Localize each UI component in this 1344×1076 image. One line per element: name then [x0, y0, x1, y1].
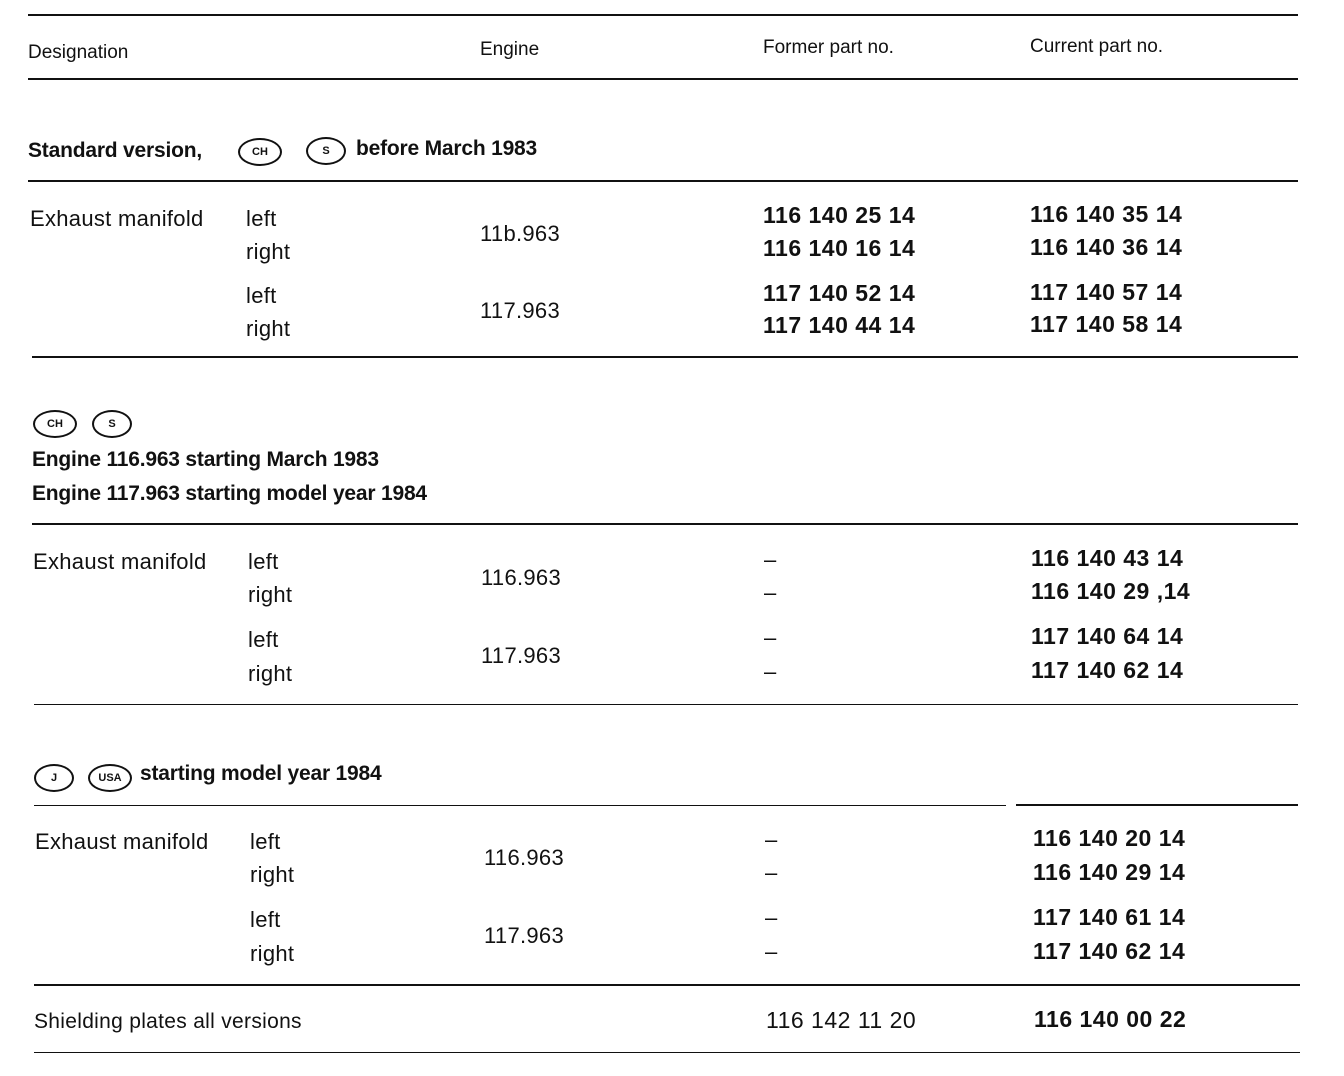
bottom-rule — [34, 1052, 1300, 1053]
section-1-end-rule — [32, 356, 1298, 358]
header-designation: Designation — [28, 42, 129, 63]
side-right: right — [246, 316, 291, 341]
current-part-number: 116 140 43 14 — [1031, 545, 1184, 571]
former-part-number: 117 140 44 14 — [763, 312, 916, 338]
header-engine: Engine — [480, 39, 540, 60]
section-2-line-2: Engine 117.963 starting model year 1984 — [32, 482, 427, 505]
section-1-title-prefix: Standard version, — [28, 139, 202, 162]
engine-number: 116.963 — [481, 565, 561, 590]
section-3-title-suffix: starting model year 1984 — [140, 762, 382, 785]
designation-exhaust-manifold: Exhaust manifold — [33, 549, 207, 574]
header-former-part-no: Former part no. — [763, 37, 894, 58]
side-right: right — [250, 862, 295, 887]
former-part-number: – — [764, 547, 777, 572]
current-part-number: 116 140 20 14 — [1033, 825, 1186, 851]
engine-number: 116.963 — [484, 845, 564, 870]
side-left: left — [250, 907, 281, 932]
section-1-rule — [28, 180, 1298, 182]
side-left: left — [246, 206, 277, 231]
former-part-number: – — [765, 939, 778, 964]
current-part-number: 117 140 64 14 — [1031, 623, 1184, 649]
current-part-number: 116 140 35 14 — [1030, 201, 1183, 227]
country-badge-s-icon: S — [92, 410, 132, 438]
side-left: left — [248, 627, 279, 652]
section-3-rule — [34, 805, 1006, 806]
designation-exhaust-manifold: Exhaust manifold — [35, 829, 209, 854]
section-1-title-suffix: before March 1983 — [356, 137, 538, 160]
side-left: left — [246, 283, 277, 308]
current-part-number: 117 140 58 14 — [1030, 311, 1183, 337]
former-part-number: – — [764, 659, 777, 684]
section-2-end-rule — [34, 704, 1298, 705]
current-part-number: 116 140 29 14 — [1033, 859, 1186, 885]
former-part-number: – — [765, 860, 778, 885]
country-badge-s-icon: S — [306, 137, 346, 165]
side-left: left — [250, 829, 281, 854]
engine-number: 117.963 — [480, 298, 560, 323]
current-part-number: 117 140 61 14 — [1033, 904, 1186, 930]
engine-number: 117.963 — [484, 923, 564, 948]
former-part-number: 117 140 52 14 — [763, 280, 916, 306]
country-badge-usa-icon: USA — [88, 764, 132, 792]
section-2-line-1: Engine 116.963 starting March 1983 — [32, 448, 379, 471]
section-3-end-rule — [34, 984, 1300, 986]
section-2-rule — [32, 523, 1298, 525]
engine-number: 11b.963 — [480, 221, 560, 246]
country-badge-ch-icon: CH — [33, 410, 77, 438]
country-badge-ch-icon: CH — [238, 138, 282, 166]
former-part-number: 116 140 25 14 — [763, 202, 916, 228]
shielding-former-part-number: 116 142 11 20 — [766, 1007, 917, 1033]
shielding-current-part-number: 116 140 00 22 — [1034, 1006, 1187, 1032]
current-part-number: 116 140 29 ,14 — [1031, 578, 1191, 604]
side-right: right — [246, 239, 291, 264]
section-3-rule — [1016, 804, 1298, 806]
current-part-number: 117 140 62 14 — [1033, 938, 1186, 964]
current-part-number: 116 140 36 14 — [1030, 234, 1183, 260]
top-rule — [28, 14, 1298, 16]
shielding-plates-label: Shielding plates all versions — [34, 1010, 302, 1033]
side-right: right — [248, 661, 293, 686]
former-part-number: – — [765, 827, 778, 852]
engine-number: 117.963 — [481, 643, 561, 668]
header-current-part-no: Current part no. — [1030, 36, 1164, 57]
former-part-number: 116 140 16 14 — [763, 235, 916, 261]
side-right: right — [248, 582, 293, 607]
former-part-number: – — [764, 625, 777, 650]
designation-exhaust-manifold: Exhaust manifold — [30, 206, 204, 231]
side-right: right — [250, 941, 295, 966]
side-left: left — [248, 549, 279, 574]
header-rule — [28, 78, 1298, 80]
former-part-number: – — [765, 905, 778, 930]
current-part-number: 117 140 62 14 — [1031, 657, 1184, 683]
former-part-number: – — [764, 580, 777, 605]
country-badge-j-icon: J — [34, 764, 74, 792]
current-part-number: 117 140 57 14 — [1030, 279, 1183, 305]
